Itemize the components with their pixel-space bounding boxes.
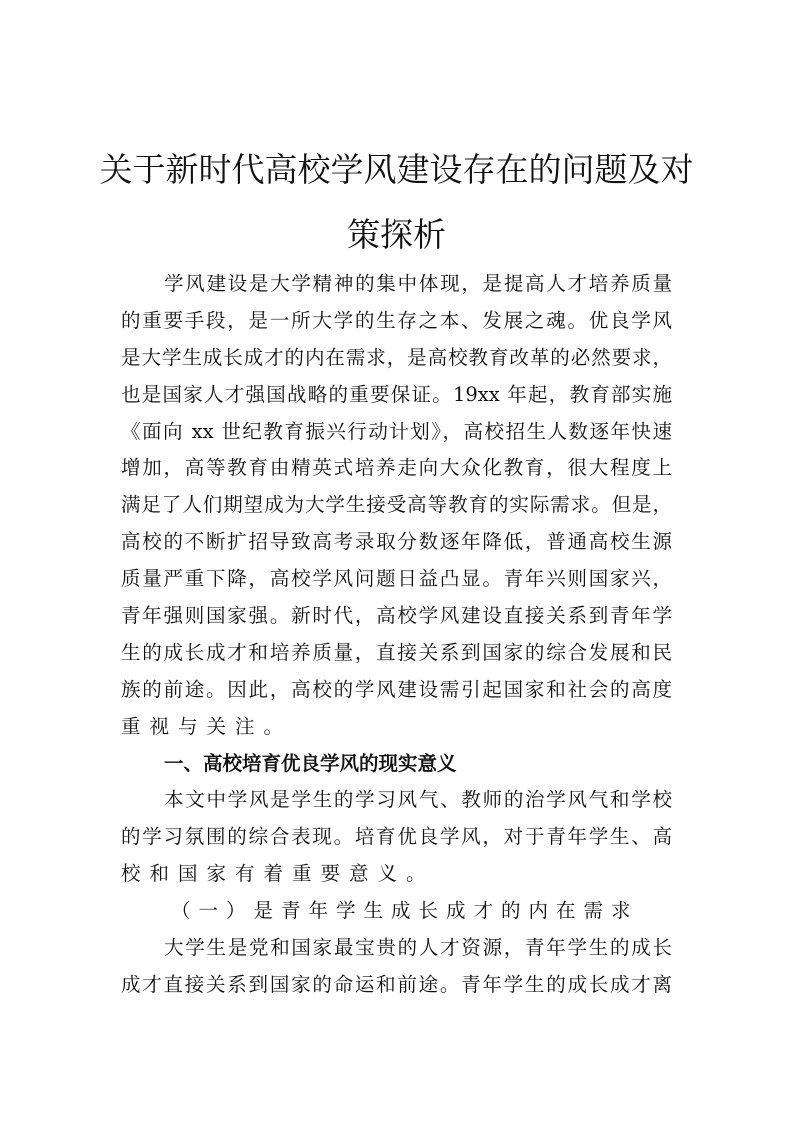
intro-line: 的重要手段，是一所大学的生存之本、发展之魂。优良学风 [121,308,672,332]
section-para-line: 校和国家有着重要意义。 [121,862,435,886]
intro-line: 重视与关注。 [121,714,293,738]
intro-line: 是大学生成长成才的内在需求，是高校教育改革的必然要求， [121,345,672,369]
intro-line: 学风建设是大学精神的集中体现，是提高人才培养质量 [164,272,672,295]
section-para-line: 的学习氛围的综合表现。培育优良学风，对于青年学生、高 [121,825,672,849]
subsection-heading: （一）是青年学生成长成才的内在需求 [171,899,639,923]
intro-line: 质量严重下降，高校学风问题日益凸显。青年兴则国家兴， [121,567,672,591]
intro-line: 增加，高等教育由精英式培养走向大众化教育，很大程度上 [121,456,672,480]
section-heading: 一、高校培育优良学风的现实意义 [164,751,457,775]
intro-line: 生的成长成才和培养质量，直接关系到国家的综合发展和民 [121,640,672,664]
intro-line: 满足了人们期望成为大学生接受高等教育的实际需求。但是， [121,493,672,517]
intro-line: 也是国家人才强国战略的重要保证。19xx 年起，教育部实施 [121,382,672,406]
intro-line: 青年强则国家强。新时代，高校学风建设直接关系到青年学 [121,604,672,628]
intro-line: 《面向 xx 世纪教育振兴行动计划》，高校招生人数逐年快速 [121,419,672,443]
intro-line: 族的前途。因此，高校的学风建设需引起国家和社会的高度 [121,677,672,701]
intro-line: 高校的不断扩招导致高考录取分数逐年降低，普通高校生源 [121,530,672,554]
document-title-line-1: 关于新时代高校学风建设存在的问题及对 [99,150,694,189]
document-title-line-2: 策探析 [347,215,446,254]
document-body [121,266,672,1004]
subsection-para-line: 成才直接关系到国家的命运和前途。青年学生的成长成才离 [121,972,672,996]
section-para-line: 本文中学风是学生的学习风气、教师的治学风气和学校 [164,788,672,812]
subsection-para-line: 大学生是党和国家最宝贵的人才资源，青年学生的成长 [164,936,672,960]
